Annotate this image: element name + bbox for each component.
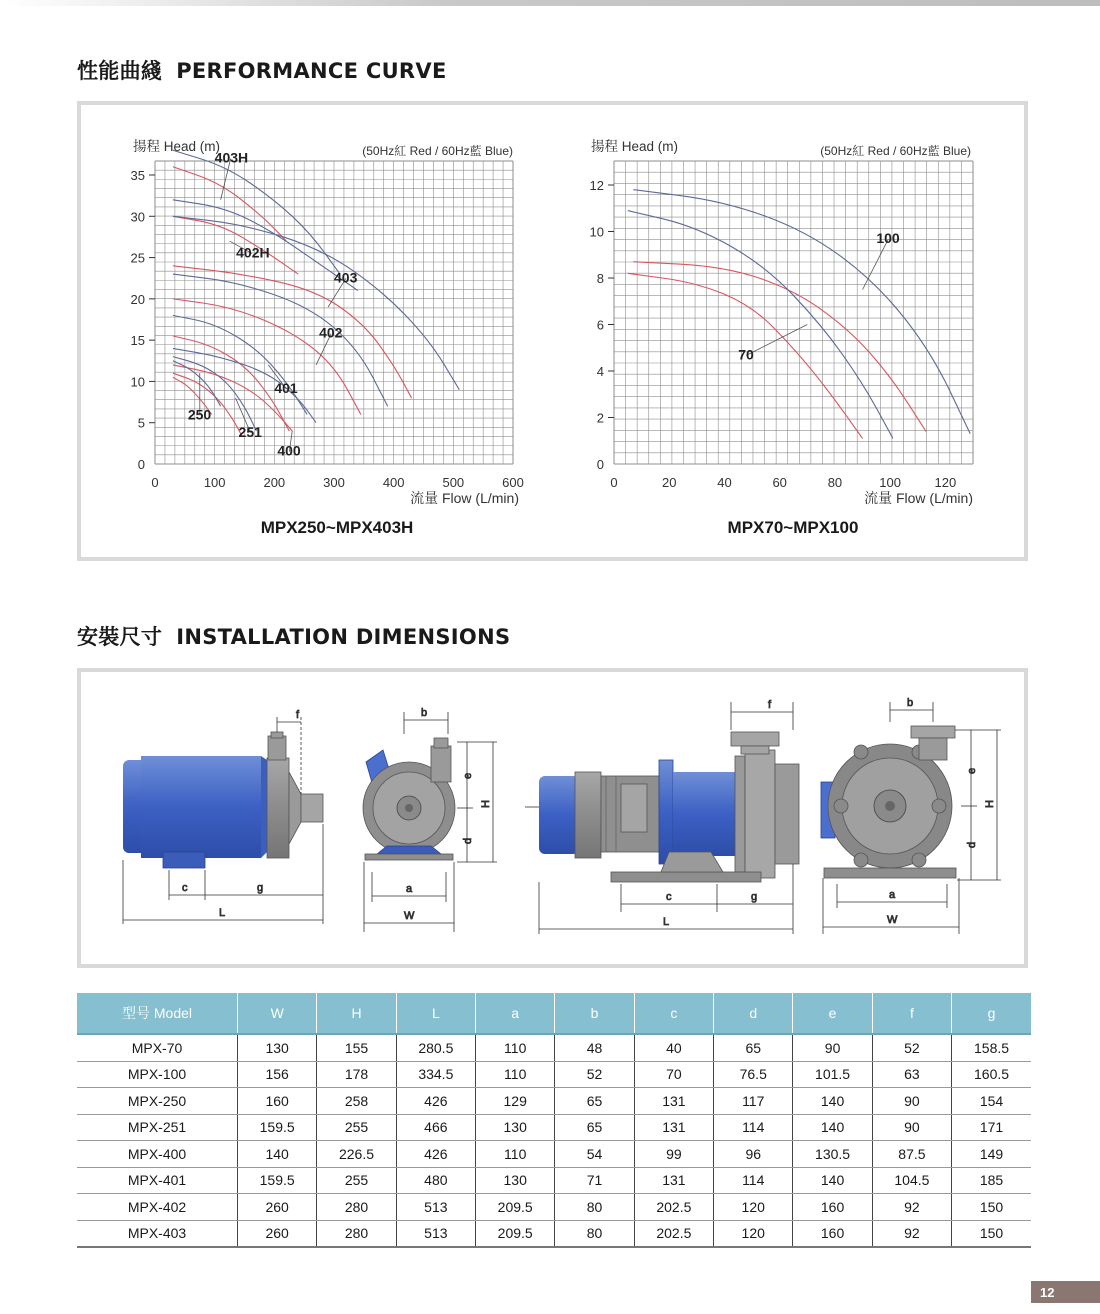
- value-cell: 160: [793, 1220, 872, 1247]
- column-header-g: g: [952, 993, 1031, 1034]
- value-cell: 129: [476, 1088, 555, 1115]
- chart1-ytick: 35: [130, 168, 145, 183]
- chart1-ytick: 30: [130, 209, 145, 225]
- table-row: [77, 1034, 1031, 1061]
- curve-403-50Hz: [173, 266, 412, 398]
- chart2-title: MPX70~MPX100: [727, 518, 859, 537]
- dim2-label-e: e: [462, 772, 474, 779]
- dim1-label-L: L: [219, 907, 226, 919]
- installation-section-title: [77, 621, 510, 651]
- curve-label-403: 403: [334, 269, 358, 286]
- value-cell: 65: [555, 1088, 634, 1115]
- value-cell: 185: [952, 1167, 1031, 1194]
- performance-charts: [81, 105, 1024, 557]
- model-cell: MPX-403: [77, 1220, 238, 1247]
- performance-section-title: [77, 55, 447, 85]
- curve-label-401: 401: [274, 379, 298, 396]
- value-cell: 260: [238, 1194, 317, 1221]
- column-header-H: H: [317, 993, 396, 1034]
- table-row: [77, 1220, 1031, 1247]
- model-cell: MPX-100: [77, 1061, 238, 1088]
- value-cell: 160: [238, 1088, 317, 1115]
- chart2-xtick: 40: [717, 475, 732, 490]
- chart2-ytick: 6: [596, 317, 604, 333]
- value-cell: 96: [714, 1141, 793, 1168]
- dim3-label-g: g: [751, 891, 758, 903]
- value-cell: 209.5: [476, 1220, 555, 1247]
- model-cell: MPX-250: [77, 1088, 238, 1115]
- value-cell: 149: [952, 1141, 1031, 1168]
- chart2-xtick: 20: [661, 475, 677, 490]
- model-cell: MPX-402: [77, 1194, 238, 1221]
- value-cell: 140: [793, 1088, 872, 1115]
- chart1-title: MPX250~MPX403H: [260, 518, 414, 537]
- column-header-b: b: [555, 993, 634, 1034]
- chart2-ylabel: 揚程 Head (m): [591, 139, 679, 154]
- model-cell: MPX-70: [77, 1034, 238, 1061]
- chart2-ytick: 0: [596, 457, 604, 472]
- value-cell: 120: [714, 1194, 793, 1221]
- model-cell: MPX-400: [77, 1141, 238, 1168]
- column-header-e: e: [793, 993, 872, 1034]
- chart1-xtick: 100: [203, 475, 226, 490]
- dim4-label-e: e: [966, 767, 978, 774]
- value-cell: 117: [714, 1088, 793, 1115]
- value-cell: 513: [396, 1194, 475, 1221]
- dim3-label-c: c: [666, 891, 672, 903]
- dim1-label-c: c: [182, 882, 188, 894]
- value-cell: 426: [396, 1141, 475, 1168]
- curve-251-50Hz: [173, 373, 242, 435]
- chart2-xtick: 100: [879, 475, 902, 490]
- column-header-a: a: [476, 993, 555, 1034]
- value-cell: 255: [317, 1114, 396, 1141]
- value-cell: 280.5: [396, 1034, 475, 1061]
- dim4-label-H: H: [984, 800, 996, 808]
- value-cell: 92: [872, 1194, 951, 1221]
- value-cell: 131: [634, 1114, 713, 1141]
- curve-label-100: 100: [876, 230, 900, 247]
- chart1-xtick: 400: [382, 475, 405, 490]
- value-cell: 110: [476, 1034, 555, 1061]
- value-cell: 70: [634, 1061, 713, 1088]
- table-row: [77, 1114, 1031, 1141]
- chart2-xtick: 60: [772, 475, 787, 490]
- value-cell: 65: [555, 1114, 634, 1141]
- chart1-xtick: 300: [323, 475, 345, 490]
- value-cell: 140: [793, 1114, 872, 1141]
- value-cell: 140: [793, 1167, 872, 1194]
- value-cell: 334.5: [396, 1061, 475, 1088]
- value-cell: 159.5: [238, 1114, 317, 1141]
- chart-mpx70-100: [590, 138, 973, 537]
- table-row: [77, 1167, 1031, 1194]
- chart2-ytick: 10: [589, 224, 604, 240]
- chart2-ticks: [590, 178, 957, 490]
- dim3-label-f: f: [768, 699, 772, 711]
- installation-title-zh: 安裝尺寸: [77, 625, 163, 649]
- chart1-ytick: 20: [130, 291, 145, 307]
- column-header-model: 型号 Model: [77, 993, 238, 1034]
- value-cell: 131: [634, 1088, 713, 1115]
- curve-label-251: 251: [238, 423, 262, 440]
- dim2-label-H: H: [480, 800, 492, 808]
- installation-drawings: [81, 672, 1024, 964]
- dim4-label-b: b: [907, 697, 914, 709]
- value-cell: 280: [317, 1220, 396, 1247]
- performance-panel: [77, 101, 1028, 561]
- value-cell: 130: [238, 1034, 317, 1061]
- value-cell: 202.5: [634, 1194, 713, 1221]
- page-number: 12: [1031, 1281, 1100, 1303]
- column-header-f: f: [872, 993, 951, 1034]
- value-cell: 114: [714, 1167, 793, 1194]
- table-row: [77, 1141, 1031, 1168]
- value-cell: 87.5: [872, 1141, 951, 1168]
- curve-label-70: 70: [738, 346, 754, 363]
- value-cell: 255: [317, 1167, 396, 1194]
- value-cell: 114: [714, 1114, 793, 1141]
- value-cell: 154: [952, 1088, 1031, 1115]
- column-header-c: c: [634, 993, 713, 1034]
- dim4-label-a: a: [889, 889, 896, 901]
- chart1-xtick: 0: [151, 475, 159, 490]
- value-cell: 131: [634, 1167, 713, 1194]
- value-cell: 90: [872, 1114, 951, 1141]
- value-cell: 101.5: [793, 1061, 872, 1088]
- value-cell: 226.5: [317, 1141, 396, 1168]
- value-cell: 99: [634, 1141, 713, 1168]
- chart1-ytick: 5: [137, 415, 145, 431]
- curve-label-250: 250: [187, 406, 212, 423]
- chart-mpx250-403h: [131, 138, 524, 537]
- dim1-label-f: f: [296, 709, 300, 721]
- model-cell: MPX-251: [77, 1114, 238, 1141]
- chart2-ytick: 2: [596, 410, 604, 426]
- chart1-legend-note: (50Hz紅 Red / 60Hz藍 Blue): [362, 144, 513, 158]
- chart2-xtick: 80: [827, 475, 843, 490]
- dimensions-table: [77, 993, 1031, 1248]
- value-cell: 110: [476, 1061, 555, 1088]
- value-cell: 54: [555, 1141, 634, 1168]
- chart2-xtick: 0: [610, 475, 618, 490]
- curve-100-50Hz: [633, 262, 926, 432]
- chart1-xtick: 500: [442, 475, 465, 490]
- value-cell: 92: [872, 1220, 951, 1247]
- value-cell: 159.5: [238, 1167, 317, 1194]
- value-cell: 104.5: [872, 1167, 951, 1194]
- value-cell: 426: [396, 1088, 475, 1115]
- dim4-label-d: d: [966, 841, 978, 848]
- chart2-annotations: [738, 230, 900, 362]
- table-header-row: [77, 993, 1031, 1034]
- pump-side-view-large: [525, 699, 799, 934]
- curve-label-402H: 402H: [236, 244, 270, 261]
- value-cell: 120: [714, 1220, 793, 1247]
- value-cell: 48: [555, 1034, 634, 1061]
- chart1-ytick: 15: [130, 333, 145, 349]
- curve-70-60Hz: [628, 211, 893, 439]
- value-cell: 90: [872, 1088, 951, 1115]
- dim1-label-g: g: [257, 882, 264, 894]
- value-cell: 71: [555, 1167, 634, 1194]
- chart1-xlabel: 流量 Flow (L/min): [410, 490, 519, 506]
- value-cell: 130: [476, 1114, 555, 1141]
- value-cell: 160.5: [952, 1061, 1031, 1088]
- value-cell: 63: [872, 1061, 951, 1088]
- chart1-xtick: 600: [502, 475, 524, 490]
- pump-front-view-small: [363, 707, 497, 932]
- performance-title-zh: 性能曲綫: [77, 59, 163, 83]
- value-cell: 160: [793, 1194, 872, 1221]
- column-header-L: L: [396, 993, 475, 1034]
- column-header-W: W: [238, 993, 317, 1034]
- value-cell: 171: [952, 1114, 1031, 1141]
- chart2-ytick: 12: [589, 178, 604, 193]
- pump-side-view-small: [123, 709, 323, 924]
- dim4-label-W: W: [887, 914, 898, 926]
- value-cell: 65: [714, 1034, 793, 1061]
- dim2-label-a: a: [406, 883, 413, 895]
- chart2-legend-note: (50Hz紅 Red / 60Hz藍 Blue): [820, 144, 971, 158]
- chart1-ylabel: 揚程 Head (m): [133, 139, 221, 154]
- curve-label-403H: 403H: [214, 149, 249, 166]
- value-cell: 52: [872, 1034, 951, 1061]
- performance-title-en: PERFORMANCE CURVE: [176, 59, 447, 83]
- value-cell: 80: [555, 1194, 634, 1221]
- value-cell: 258: [317, 1088, 396, 1115]
- dim2-label-b: b: [421, 707, 428, 719]
- value-cell: 280: [317, 1194, 396, 1221]
- model-cell: MPX-401: [77, 1167, 238, 1194]
- value-cell: 130: [476, 1167, 555, 1194]
- value-cell: 90: [793, 1034, 872, 1061]
- chart1-xtick: 200: [263, 475, 286, 490]
- column-header-d: d: [714, 993, 793, 1034]
- curve-100-60Hz: [633, 190, 970, 434]
- value-cell: 130.5: [793, 1141, 872, 1168]
- value-cell: 140: [238, 1141, 317, 1168]
- dim3-label-L: L: [663, 916, 670, 928]
- value-cell: 156: [238, 1061, 317, 1088]
- installation-panel: [77, 668, 1028, 968]
- installation-title-en: INSTALLATION DIMENSIONS: [176, 625, 511, 649]
- chart2-ytick: 4: [596, 364, 604, 379]
- dim2-label-W: W: [404, 910, 415, 922]
- value-cell: 150: [952, 1220, 1031, 1247]
- curve-250-60Hz: [173, 361, 221, 406]
- pump-front-view-large: [821, 697, 1001, 934]
- chart2-xlabel: 流量 Flow (L/min): [864, 490, 973, 506]
- table-body: [77, 1034, 1031, 1247]
- table-row: [77, 1088, 1031, 1115]
- value-cell: 178: [317, 1061, 396, 1088]
- curve-label-402: 402: [319, 324, 343, 341]
- curve-402-50Hz: [173, 299, 361, 415]
- top-decorative-bar: [0, 0, 1100, 6]
- chart1-ytick: 10: [130, 374, 145, 390]
- table-row: [77, 1061, 1031, 1088]
- value-cell: 466: [396, 1114, 475, 1141]
- chart1-ytick: 25: [130, 250, 145, 266]
- table-row: [77, 1194, 1031, 1221]
- value-cell: 52: [555, 1061, 634, 1088]
- dim2-label-d: d: [462, 837, 474, 844]
- value-cell: 40: [634, 1034, 713, 1061]
- value-cell: 80: [555, 1220, 634, 1247]
- value-cell: 110: [476, 1141, 555, 1168]
- value-cell: 202.5: [634, 1220, 713, 1247]
- curve-label-400: 400: [277, 442, 301, 459]
- value-cell: 155: [317, 1034, 396, 1061]
- curve-403H-50Hz: [173, 167, 286, 241]
- value-cell: 260: [238, 1220, 317, 1247]
- value-cell: 209.5: [476, 1194, 555, 1221]
- value-cell: 150: [952, 1194, 1031, 1221]
- value-cell: 76.5: [714, 1061, 793, 1088]
- chart1-ytick: 0: [137, 457, 145, 472]
- chart1-series: [173, 150, 459, 435]
- value-cell: 158.5: [952, 1034, 1031, 1061]
- value-cell: 480: [396, 1167, 475, 1194]
- value-cell: 513: [396, 1220, 475, 1247]
- chart2-ytick: 8: [596, 271, 604, 286]
- chart2-grid: [614, 161, 973, 464]
- chart2-xtick: 120: [934, 475, 957, 490]
